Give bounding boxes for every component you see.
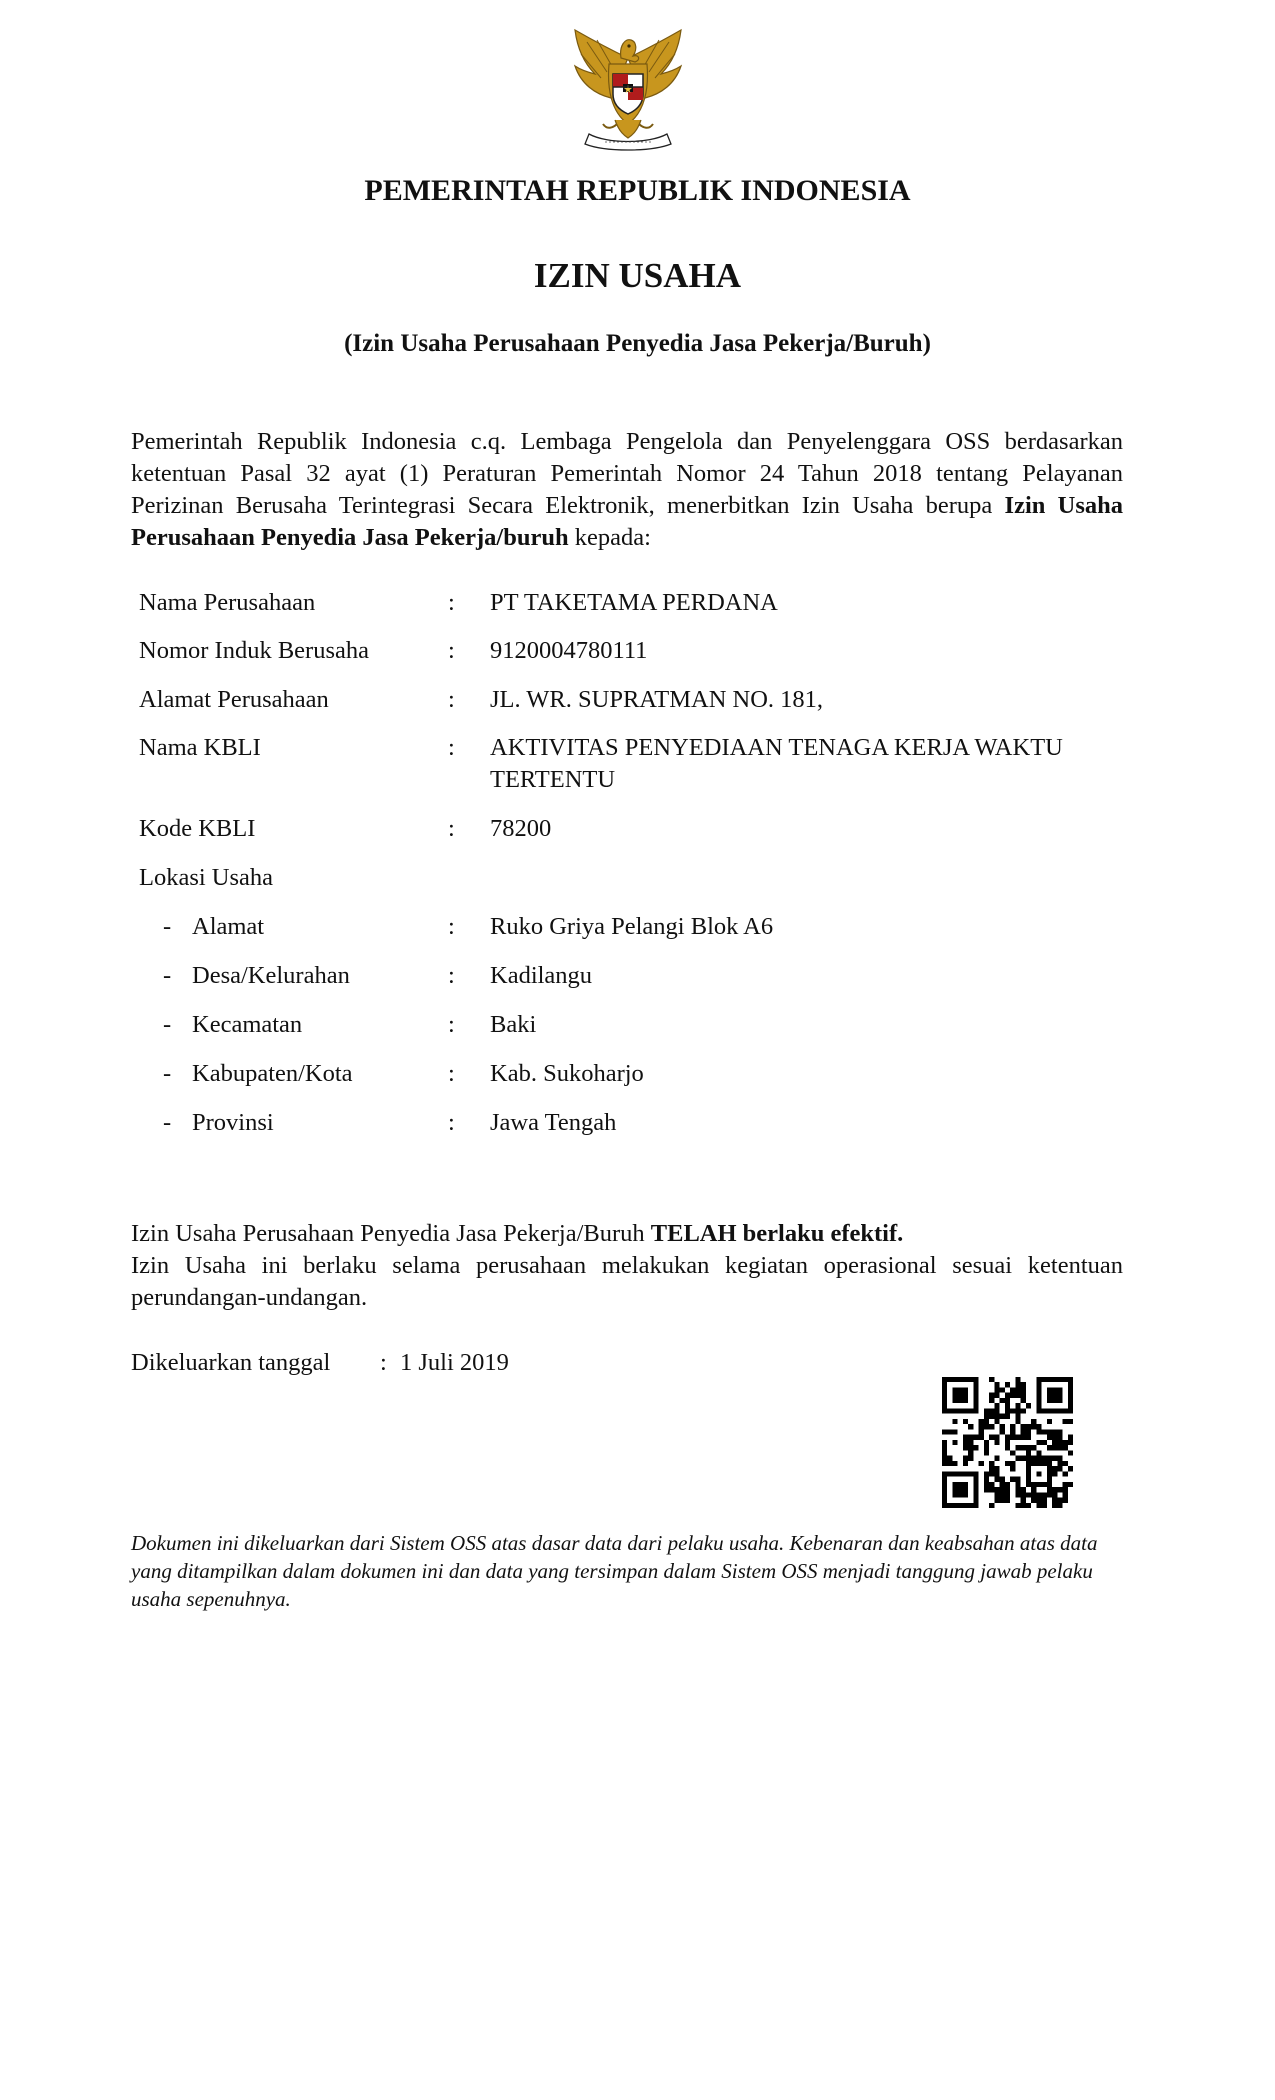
field-label-nib: Nomor Induk Berusaha xyxy=(139,637,369,664)
intro-permit-type: Izin Usaha Perusahaan Penyedia Jasa Pekerja/buruh xyxy=(131,492,1123,551)
field-colon: : xyxy=(448,1060,455,1087)
location-value-village: Kadilangu xyxy=(490,962,593,989)
validity-line-1 xyxy=(131,1218,1123,1250)
validity-status: TELAH berlaku efektif. xyxy=(650,1220,904,1247)
intro-text: Pemerintah Republik Indonesia c.q. Lembaga Pengelola dan Penyelenggara OSS berdasarkan ketentuan Pasal 32 ayat (1) Peraturan Pemerintah Nomor 24 Tahun 2018 tentang Pelayanan Perizinan Berusaha Terintegrasi Secara Elektronik, menerbitkan Izin Usaha berupa xyxy=(131,428,1123,519)
field-colon: : xyxy=(448,589,455,616)
document-subtitle: (Izin Usaha Perusahaan Penyedia Jasa Pekerja/Buruh) xyxy=(344,330,931,357)
disclaimer-footer: Dokumen ini dikeluarkan dari Sistem OSS atas dasar data dari pelaku usaha. Kebenaran dan keabsahan atas data yang ditampilkan dalam dokumen ini dan data yang tersimpan dalam Sistem OSS menjadi tanggung jawab pelaku usaha sepenuhnya. xyxy=(131,1531,1098,1611)
garuda-pancasila-emblem xyxy=(567,28,689,153)
location-value-province: Jawa Tengah xyxy=(490,1109,617,1136)
location-value-regency: Kab. Sukoharjo xyxy=(490,1060,644,1087)
document-title: IZIN USAHA xyxy=(533,256,742,295)
list-dash: - xyxy=(163,913,172,940)
location-value-address: Ruko Griya Pelangi Blok A6 xyxy=(490,913,774,940)
field-label-kbli-name: Nama KBLI xyxy=(139,734,261,761)
field-colon: : xyxy=(448,734,455,761)
field-colon: : xyxy=(448,1011,455,1038)
field-label-company-address: Alamat Perusahaan xyxy=(139,686,329,713)
field-colon: : xyxy=(448,815,455,842)
field-colon: : xyxy=(448,962,455,989)
government-heading: PEMERINTAH REPUBLIK INDONESIA xyxy=(364,174,911,207)
validity-line-2: Izin Usaha ini berlaku selama perusahaan melakukan kegiatan operasional sesuai ketentuan perundangan-undangan. xyxy=(131,1252,1123,1311)
location-label-address: Alamat xyxy=(192,913,265,940)
issued-date-colon: : xyxy=(380,1349,387,1376)
field-value-company-address: JL. WR. SUPRATMAN NO. 181, xyxy=(490,686,824,713)
location-value-district: Baki xyxy=(490,1011,537,1038)
issued-date-value: 1 Juli 2019 xyxy=(400,1349,509,1376)
location-label-province: Provinsi xyxy=(192,1109,274,1136)
validity-statement xyxy=(131,1218,1123,1314)
list-dash: - xyxy=(163,1060,172,1087)
location-label-district: Kecamatan xyxy=(192,1011,303,1038)
field-colon: : xyxy=(448,686,455,713)
field-value-company-name: PT TAKETAMA PERDANA xyxy=(490,589,778,616)
verification-qr-code xyxy=(942,1377,1073,1508)
list-dash: - xyxy=(163,1109,172,1136)
list-dash: - xyxy=(163,962,172,989)
field-value-kbli-code: 78200 xyxy=(490,815,552,842)
validity-text: Izin Usaha Perusahaan Penyedia Jasa Pekerja/Buruh xyxy=(131,1220,651,1247)
field-value-nib: 9120004780111 xyxy=(490,637,648,664)
intro-tail: kepada: xyxy=(568,524,651,551)
field-label-kbli-code: Kode KBLI xyxy=(139,815,256,842)
location-label-regency: Kabupaten/Kota xyxy=(192,1060,353,1087)
field-colon: : xyxy=(448,1109,455,1136)
field-colon: : xyxy=(448,913,455,940)
field-value-kbli-name: AKTIVITAS PENYEDIAAN TENAGA KERJA WAKTU TERTENTU xyxy=(490,734,1063,793)
issued-date-label: Dikeluarkan tanggal xyxy=(131,1349,331,1376)
intro-paragraph xyxy=(131,426,1123,554)
field-label-company-name: Nama Perusahaan xyxy=(139,589,316,616)
location-heading: Lokasi Usaha xyxy=(139,864,274,891)
field-colon: : xyxy=(448,637,455,664)
location-label-village: Desa/Kelurahan xyxy=(192,962,350,989)
list-dash: - xyxy=(163,1011,172,1038)
